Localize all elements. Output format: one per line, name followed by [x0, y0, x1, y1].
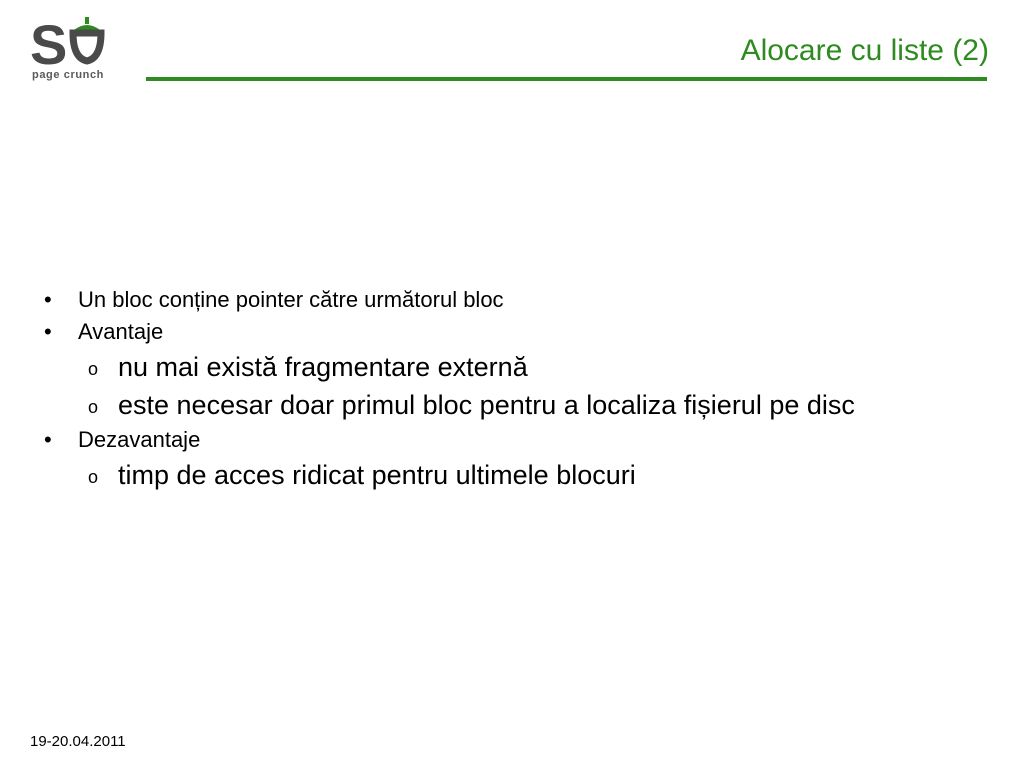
title-divider: [146, 77, 987, 81]
bullet-item: [42, 284, 997, 316]
bullet-item: [42, 316, 997, 348]
sub-bullet-item: [42, 456, 997, 494]
footer-date: 19-20.04.2011: [30, 733, 126, 750]
logo-text: page crunch: [32, 69, 105, 81]
seed-logo-icon: [30, 14, 120, 72]
sub-bullet-item: [42, 348, 997, 386]
sub-bullet-text: este necesar doar primul bloc pentru a localiza fișierul pe disc: [118, 390, 855, 420]
bullet-list: [42, 284, 997, 494]
circle-bullet-icon: o: [88, 397, 99, 417]
circle-bullet-icon: o: [88, 359, 99, 379]
bullet-text: Un bloc conține pointer către următorul bloc: [78, 287, 504, 312]
sub-bullet-text: timp de acces ridicat pentru ultimele blocuri: [118, 460, 636, 490]
bullet-text: Avantaje: [78, 319, 164, 344]
bullet-dot-icon: •: [44, 287, 52, 312]
sub-bullet-item: [42, 386, 997, 424]
logo: [30, 14, 120, 86]
circle-bullet-icon: o: [88, 467, 99, 487]
slide-title: Alocare cu liste (2): [740, 34, 989, 67]
bullet-dot-icon: •: [44, 319, 52, 344]
bullet-text: Dezavantaje: [78, 427, 201, 452]
svg-text:S: S: [30, 14, 68, 72]
bullet-dot-icon: •: [44, 427, 52, 452]
sub-bullet-text: nu mai există fragmentare externă: [118, 352, 528, 382]
bullet-item: [42, 424, 997, 456]
